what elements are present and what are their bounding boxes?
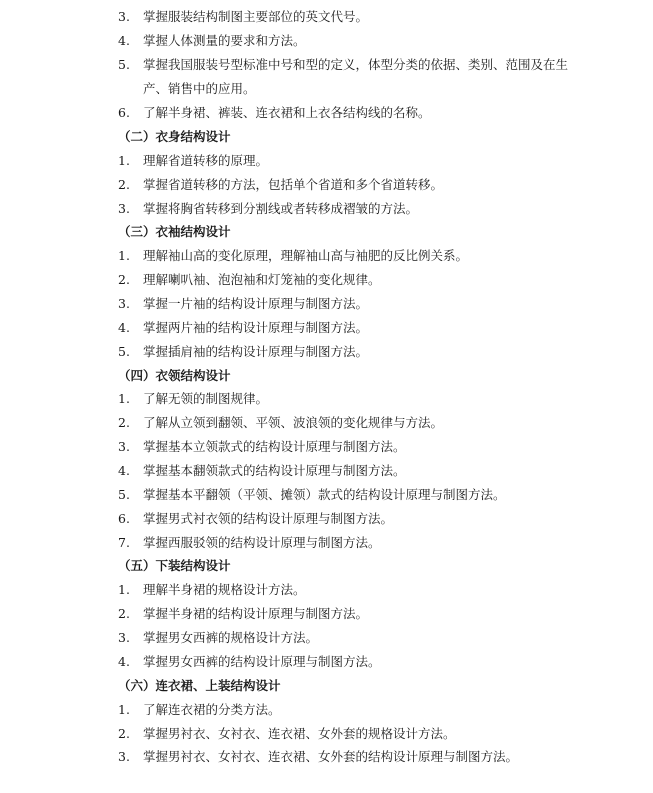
list-item (0, 700, 653, 720)
list-item (0, 55, 653, 75)
section-heading (0, 366, 653, 386)
item-text: 掌握西服驳领的结构设计原理与制图方法。 (143, 535, 381, 550)
list-item (0, 652, 653, 672)
list-item (0, 580, 653, 600)
item-text: 掌握将胸省转移到分割线或者转移成褶皱的方法。 (143, 201, 419, 216)
item-number: 7. (118, 535, 130, 550)
item-text: 掌握一片袖的结构设计原理与制图方法。 (143, 296, 369, 311)
item-text: 了解无领的制图规律。 (143, 391, 269, 406)
item-text: 理解省道转移的原理。 (143, 153, 269, 168)
item-number: 1. (118, 153, 130, 168)
list-item (0, 485, 653, 505)
item-number: 2. (118, 177, 130, 192)
item-text: 掌握两片袖的结构设计原理与制图方法。 (143, 320, 369, 335)
item-text: 了解连衣裙的分类方法。 (143, 702, 281, 717)
item-text: 掌握插肩袖的结构设计原理与制图方法。 (143, 344, 369, 359)
item-number: 4. (118, 463, 130, 478)
list-item (0, 342, 653, 362)
item-text: 理解喇叭袖、泡泡袖和灯笼袖的变化规律。 (143, 272, 381, 287)
item-text: 掌握半身裙的结构设计原理与制图方法。 (143, 606, 369, 621)
item-text: 掌握男式衬衣领的结构设计原理与制图方法。 (143, 511, 394, 526)
section-heading (0, 556, 653, 576)
list-item (0, 389, 653, 409)
list-item (0, 533, 653, 553)
item-number: 1. (118, 248, 130, 263)
section-heading (0, 676, 653, 696)
item-number: 4. (118, 33, 130, 48)
item-number: 2. (118, 415, 130, 430)
section-heading-text: （四）衣领结构设计 (118, 368, 231, 383)
item-number: 6. (118, 105, 130, 120)
section-heading-text: （二）衣身结构设计 (118, 129, 231, 144)
item-number: 5. (118, 57, 130, 72)
section-heading-text: （五）下装结构设计 (118, 558, 231, 573)
list-item (0, 318, 653, 338)
list-item (0, 724, 653, 744)
list-item (0, 199, 653, 219)
item-text: 理解袖山高的变化原理，理解袖山高与袖肥的反比例关系。 (143, 248, 469, 263)
item-number: 3. (118, 201, 130, 216)
list-item (0, 7, 653, 27)
list-item-continuation (0, 79, 653, 99)
list-item (0, 103, 653, 123)
list-item (0, 294, 653, 314)
item-text: 理解半身裙的规格设计方法。 (143, 582, 306, 597)
item-number: 3. (118, 630, 130, 645)
list-item (0, 437, 653, 457)
item-text: 掌握男衬衣、女衬衣、连衣裙、女外套的规格设计方法。 (143, 726, 456, 741)
list-item (0, 151, 653, 171)
item-text: 掌握服装结构制图主要部位的英文代号。 (143, 9, 369, 24)
list-item (0, 628, 653, 648)
section-heading (0, 127, 653, 147)
item-text: 掌握基本翻领款式的结构设计原理与制图方法。 (143, 463, 406, 478)
list-item (0, 31, 653, 51)
list-item (0, 461, 653, 481)
item-number: 5. (118, 487, 130, 502)
item-number: 2. (118, 606, 130, 621)
item-text: 掌握人体测量的要求和方法。 (143, 33, 306, 48)
item-number: 3. (118, 439, 130, 454)
list-item (0, 747, 653, 767)
section-heading-text: （六）连衣裙、上装结构设计 (118, 678, 281, 693)
list-item (0, 270, 653, 290)
section-heading-text: （三）衣袖结构设计 (118, 224, 231, 239)
item-text: 掌握男女西裤的结构设计原理与制图方法。 (143, 654, 381, 669)
item-number: 2. (118, 272, 130, 287)
item-text: 掌握基本立领款式的结构设计原理与制图方法。 (143, 439, 406, 454)
list-item (0, 413, 653, 433)
item-text: 掌握男女西裤的规格设计方法。 (143, 630, 319, 645)
item-number: 1. (118, 582, 130, 597)
list-item (0, 246, 653, 266)
item-number: 5. (118, 344, 130, 359)
item-number: 4. (118, 320, 130, 335)
item-number: 2. (118, 726, 130, 741)
item-text: 了解半身裙、裤装、连衣裙和上衣各结构线的名称。 (143, 105, 431, 120)
item-text: 掌握省道转移的方法，包括单个省道和多个省道转移。 (143, 177, 444, 192)
item-text: 掌握基本平翻领（平领、摊领）款式的结构设计原理与制图方法。 (143, 487, 506, 502)
item-number: 1. (118, 702, 130, 717)
item-text: 掌握我国服装号型标准中号和型的定义，体型分类的依据、类别、范围及在生 (143, 57, 569, 72)
item-text-continuation: 产、销售中的应用。 (143, 81, 256, 96)
item-number: 1. (118, 391, 130, 406)
item-number: 3. (118, 749, 130, 764)
item-number: 6. (118, 511, 130, 526)
list-item (0, 604, 653, 624)
item-text: 掌握男衬衣、女衬衣、连衣裙、女外套的结构设计原理与制图方法。 (143, 749, 519, 764)
list-item (0, 509, 653, 529)
item-number: 4. (118, 654, 130, 669)
list-item (0, 175, 653, 195)
section-heading (0, 222, 653, 242)
item-number: 3. (118, 296, 130, 311)
item-text: 了解从立领到翻领、平领、波浪领的变化规律与方法。 (143, 415, 444, 430)
item-number: 3. (118, 9, 130, 24)
